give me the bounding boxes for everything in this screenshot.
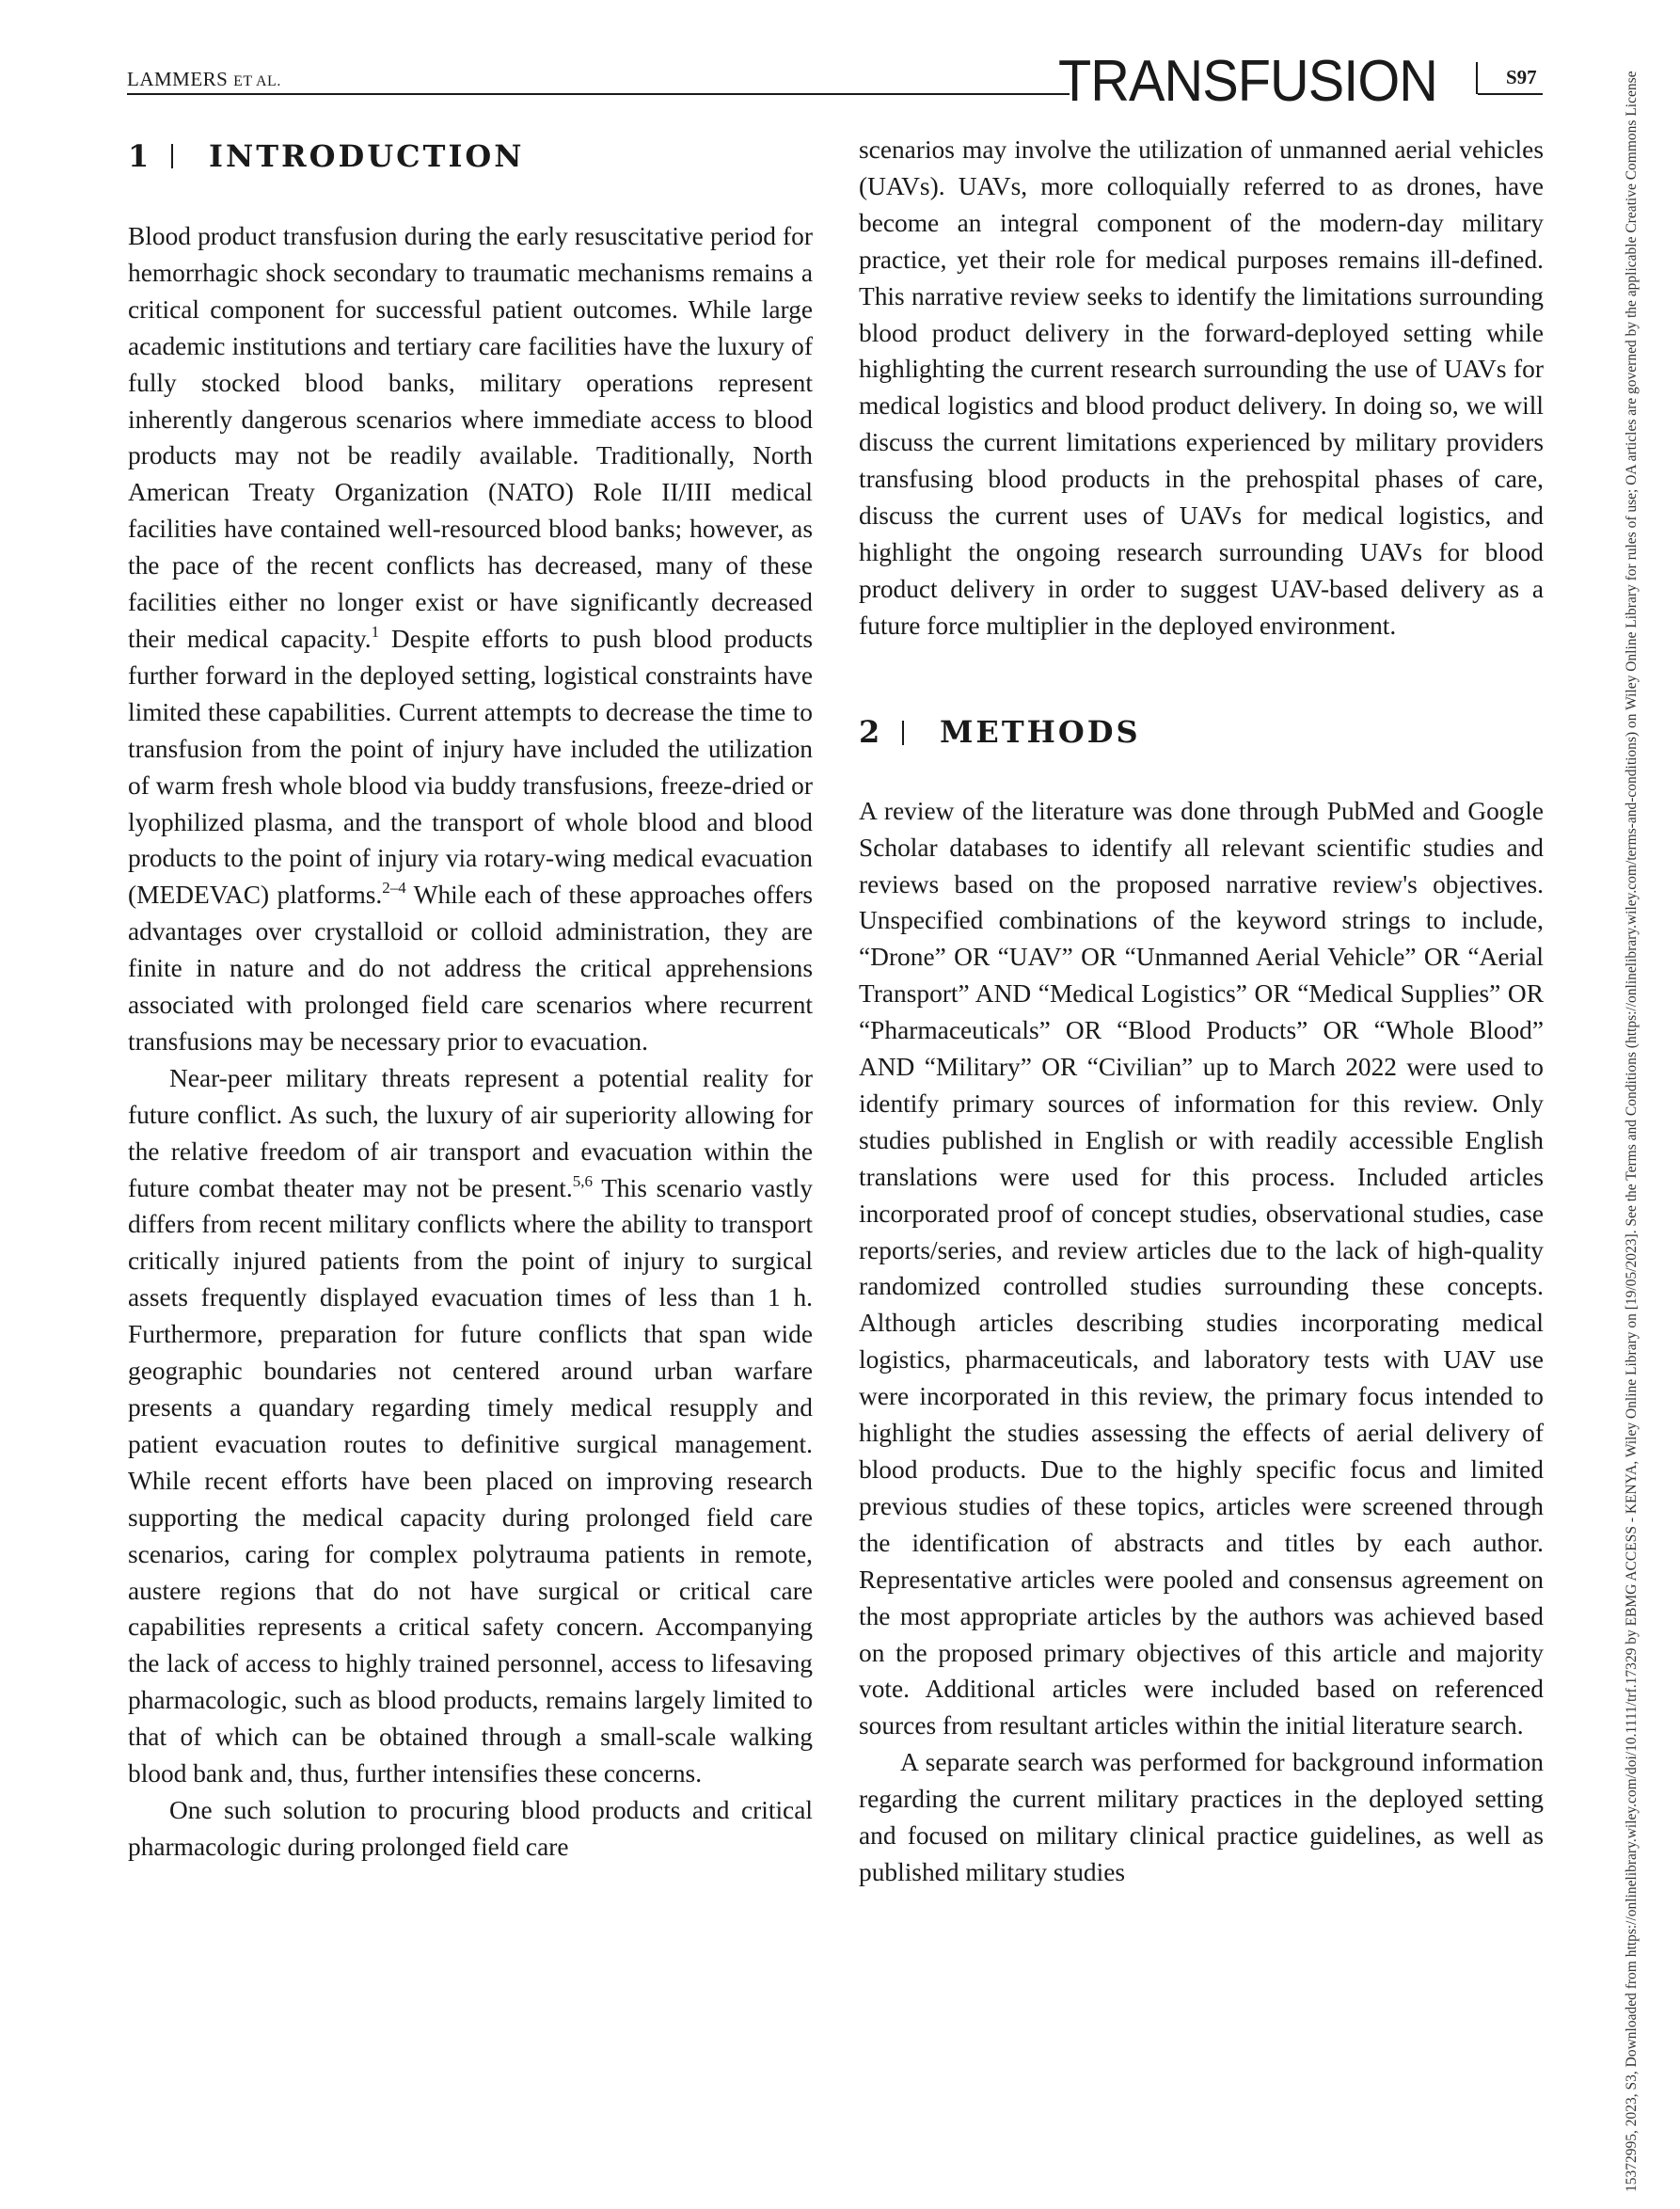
section-title: METHODS	[940, 714, 1141, 751]
left-column	[128, 132, 813, 1866]
header-rule	[127, 93, 1070, 95]
running-author	[127, 68, 281, 91]
citation: 1	[371, 622, 380, 641]
download-notice: 15372995, 2023, S3, Downloaded from https://onlinelibrary.wiley.com/doi/10.1111/trf.17329 by EBMG ACCESS - KENYA, Wiley Online Library on [19/05/2023]. See the Terms and Conditions (https://onlinelibrary.wiley.com/terms-and-conditions) on Wiley Online Library for rules of use; OA articles are governed by the applicable Creative Commons License	[1624, 71, 1640, 2192]
header-rule-right	[1478, 93, 1543, 95]
intro-heading	[128, 134, 813, 179]
journal-title: TRANSFUSION	[1058, 49, 1438, 114]
page-number: S97	[1506, 66, 1537, 88]
heading-separator	[902, 721, 904, 745]
author-name: LAMMERS	[127, 68, 229, 90]
heading-separator	[171, 144, 173, 168]
header-separator	[1476, 62, 1478, 94]
methods-heading	[859, 710, 1544, 755]
right-column	[859, 132, 1544, 1891]
running-header	[127, 49, 1543, 114]
section-number: 2	[859, 714, 883, 751]
section-number: 1	[128, 137, 152, 174]
intro-paragraph-1: Blood product transfusion during the early resuscitative period for hemorrhagic shock secondary to traumatic mechanisms remains a critical component for successful patient outcomes. While large academic institutions and tertiary care facilities have the luxury of fully stocked blood banks, military operations represent inherently dangerous scenarios where immediate access to blood products may not be readily available. Traditionally, North American Treaty Organization (NATO) Role II/III medical facilities have contained well-resourced blood banks; however, as the pace of the recent conflicts has decreased, many of these facilities either no longer exist or have significantly decreased their medical capacity.$^1$ Despite efforts to push blood products further forward in the deployed setting, logistical constraints have limited these capabilities. Current attempts to decrease the time to transfusion from the point of injury have included the utilization of warm fresh whole blood via buddy transfusions, freeze-dried or lyophilized plasma, and the transport of whole blood and blood products to the point of injury via rotary-wing medical evacuation (MEDEVAC) platforms.$^{2-4}$ While each of these approaches offers advantages over crystalloid or colloid administration, they are finite in nature and do not address the critical apprehensions associated with prolonged field care scenarios where recurrent transfusions may be necessary prior to evacuation.	[128, 222, 814, 1056]
intro-paragraph-2: Near-peer military threats represent a potential reality for future conflict. As such, the luxury of air superiority allowing for the relative freedom of air transport and evacuation within the future combat theater may not be present.$^{5,6}$ This scenario vastly differs from recent military conflicts where the ability to transport critically injured patients from the point of injury to surgical assets frequently displayed evacuation times of less than 1 h. Furthermore, preparation for future conflicts that span wide geographic boundaries not centered around urban warfare presents a quandary regarding timely medical resupply and patient evacuation routes to definitive surgical management. While recent efforts have been placed on improving research supporting the medical capacity during prolonged field care scenarios, caring for complex polytrauma patients in remote, austere regions that do not have surgical or critical care capabilities represents a critical safety concern. Accompanying the lack of access to highly trained personnel, access to lifesaving pharmacologic, such as blood products, remains largely limited to that of which can be obtained through a small-scale walking blood bank and, thus, further intensifies these concerns.	[128, 1063, 813, 1788]
intro-paragraph-3-continued: scenarios may involve the utilization of unmanned aerial vehicles (UAVs). UAVs, more colloquially referred to as drones, have become an integral component of the modern-day military practice, yet their role for medical purposes remains ill-defined. This narrative review seeks to identify the limitations surrounding blood product delivery in the forward-deployed setting while highlighting the current research surrounding the use of UAVs for medical logistics and blood product delivery. In doing so, we will discuss the current limitations experienced by military providers transfusing blood products in the prehospital phases of care, discuss the current uses of UAVs for medical logistics, and highlight the ongoing research surrounding UAVs for blood product delivery in order to suggest UAV-based delivery as a future force multiplier in the deployed environment.	[859, 135, 1544, 640]
citation: 5,6	[572, 1171, 593, 1190]
methods-paragraph-1: A review of the literature was done through PubMed and Google Scholar databases to identify all relevant scientific studies and reviews based on the proposed narrative review's objectives. Unspecified combinations of the keyword strings to include, “Drone” OR “UAV” OR “Unmanned Aerial Vehicle” OR “Aerial Transport” AND “Medical Logistics” OR “Medical Supplies” OR “Pharmaceuticals” OR “Blood Products” OR “Whole Blood” AND “Military” OR “Civilian” up to March 2022 were used to identify primary sources of information for this review. Only studies published in English or with readily accessible English translations were used for this process. Included articles incorporated proof of concept studies, observational studies, case reports/series, and review articles due to the lack of high-quality randomized controlled studies surrounding these concepts. Although articles describing studies incorporating medical logistics, pharmaceuticals, and laboratory tests with UAV use were incorporated in this review, the primary focus intended to highlight the studies assessing the effects of aerial delivery of blood products. Due to the highly specific focus and limited previous studies of these topics, articles were screened through the identification of abstracts and titles by each author. Representative articles were pooled and consensus agreement on the most appropriate articles by the authors was achieved based on the proposed primary objectives of this article and majority vote. Additional articles were included based on referenced sources from resultant articles within the initial literature search.	[859, 796, 1544, 1740]
author-suffix: ET AL.	[233, 73, 281, 89]
intro-paragraph-3: One such solution to procuring blood products and critical pharmacologic during prolonged field care	[128, 1795, 813, 1861]
citation: 2–4	[382, 879, 406, 898]
section-title: INTRODUCTION	[209, 137, 525, 174]
methods-paragraph-2: A separate search was performed for background information regarding the current military practices in the deployed setting and focused on military clinical practice guidelines, as well as published military studies	[859, 1748, 1544, 1886]
